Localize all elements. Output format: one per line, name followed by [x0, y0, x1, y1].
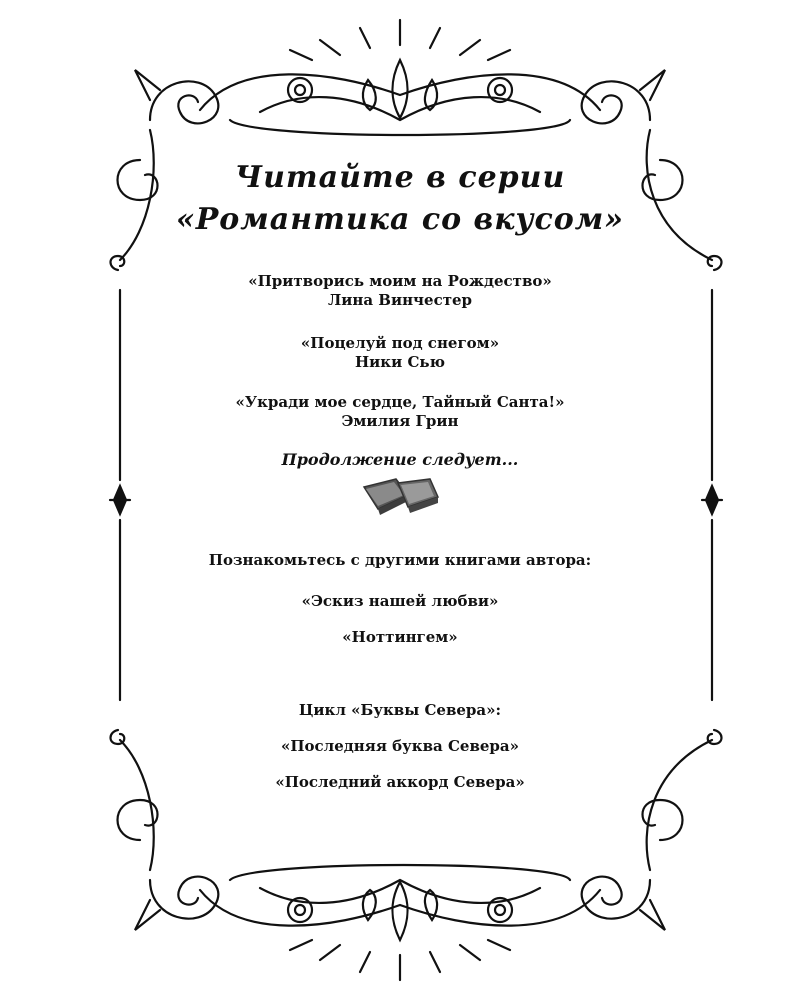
cycle-heading: Цикл «Буквы Севера»:	[298, 701, 502, 719]
book-title: «Поцелуй под снегом»	[300, 334, 500, 352]
book-title: «Притворись моим на Рождество»	[248, 272, 552, 290]
book-title: «Укради мое сердце, Тайный Санта!»	[235, 393, 565, 411]
author-book-item: «Ноттингем»	[342, 628, 458, 646]
continuation-note: Продолжение следует...	[281, 450, 519, 469]
book-author: Ники Сью	[355, 353, 445, 371]
chocolate-icon	[358, 473, 442, 517]
series-title-line2: «Романтика со вкусом»	[175, 202, 625, 237]
author-book-item: «Эскиз нашей любви»	[301, 592, 499, 610]
author-books-heading: Познакомьтесь с другими книгами автора:	[208, 551, 592, 569]
book-author: Эмилия Грин	[341, 412, 459, 430]
series-title-line1: Читайте в серии	[234, 160, 566, 195]
cycle-book-item: «Последний аккорд Севера»	[275, 773, 525, 791]
cycle-book-item: «Последняя буква Севера»	[281, 737, 519, 755]
book-author: Лина Винчестер	[327, 291, 473, 309]
